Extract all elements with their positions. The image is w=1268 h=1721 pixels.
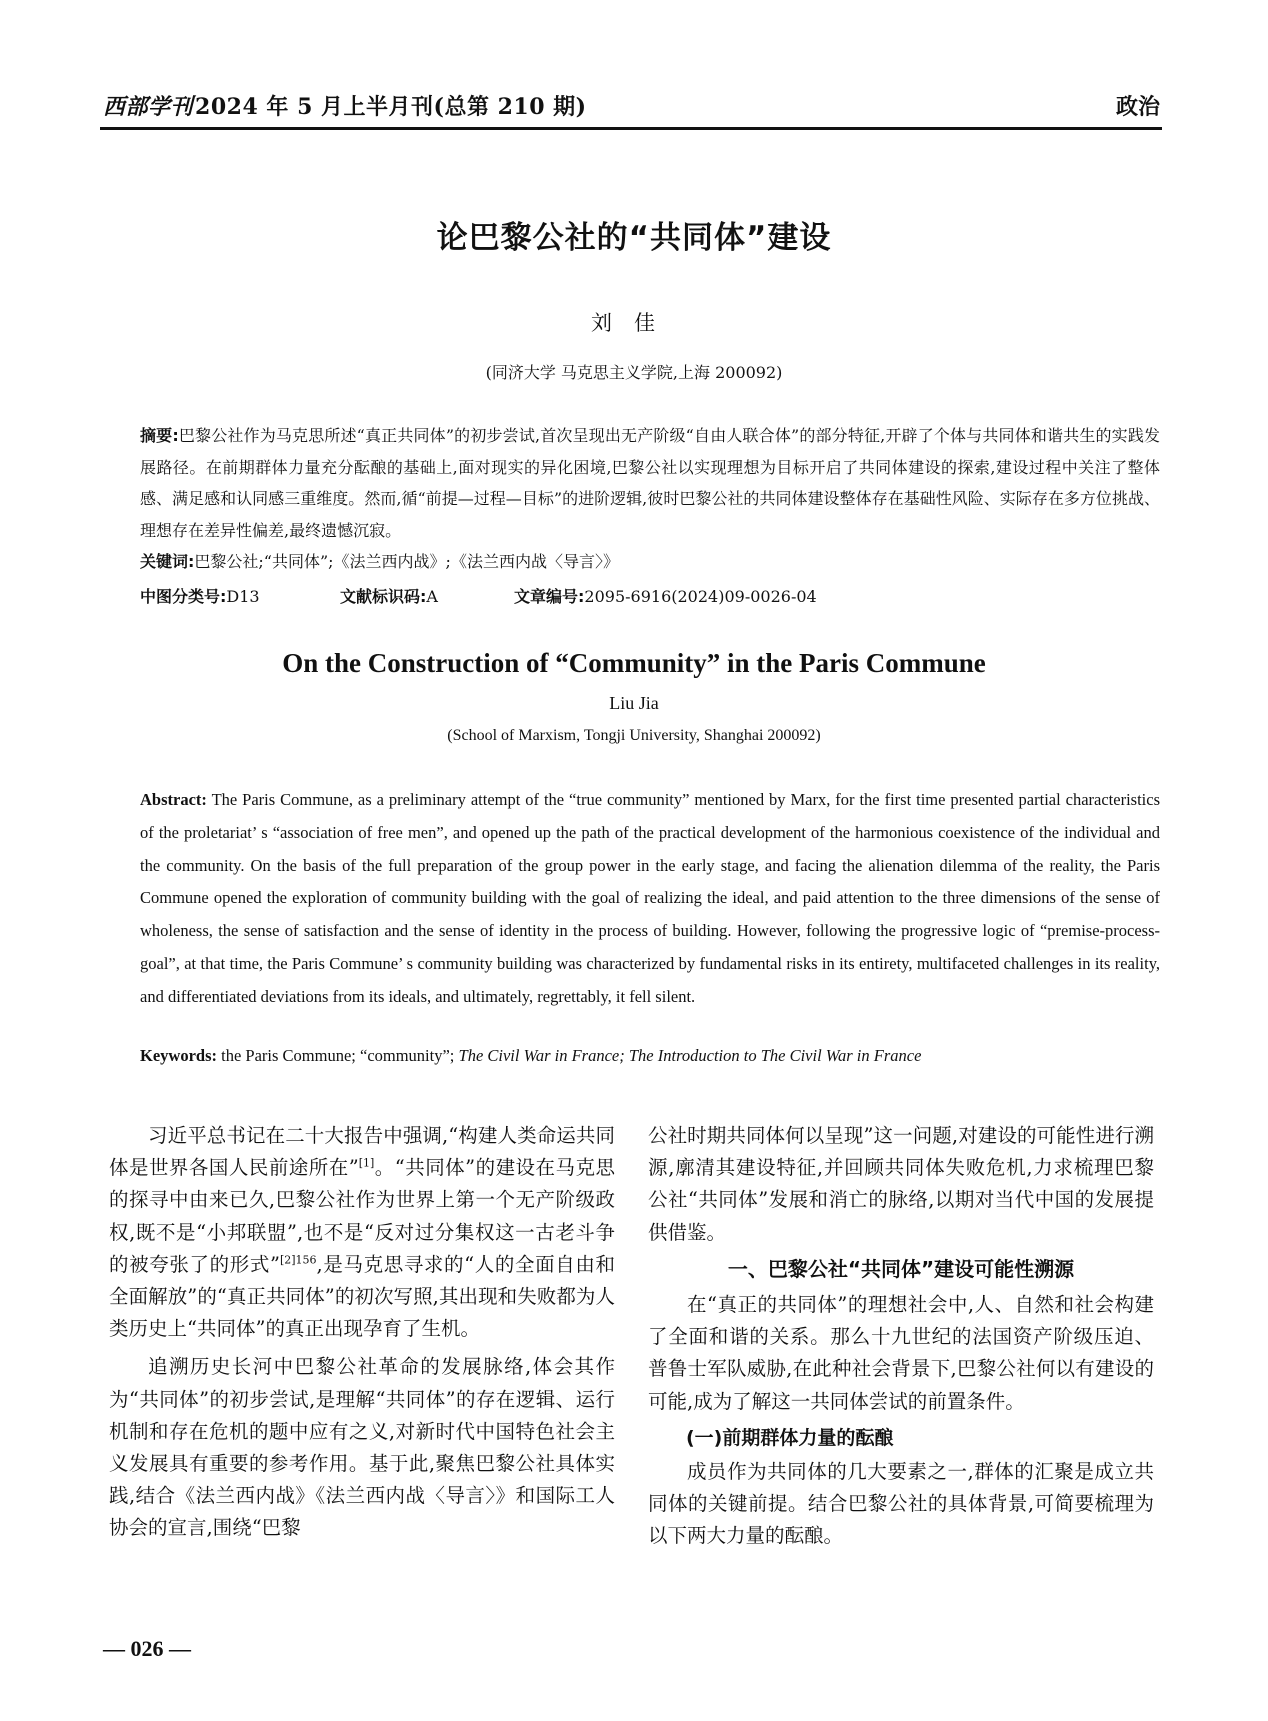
affiliation-cn: (同济大学 马克思主义学院,上海 200092) — [485, 363, 783, 382]
body-column-left — [109, 1120, 615, 1545]
section-heading: 一、巴黎公社“共同体”建设可能性溯源 — [727, 1256, 1075, 1281]
doc-code-label: 文献标识码: — [340, 587, 427, 606]
abstract-en-label: Abstract: — [140, 790, 207, 809]
article-no-label: 文章编号: — [514, 587, 585, 606]
author-name-en: Liu Jia — [609, 693, 659, 713]
clc-label: 中图分类号: — [140, 587, 227, 606]
document-code — [340, 584, 438, 607]
citation-ref: [1] — [358, 1156, 375, 1170]
header-rule — [100, 127, 1162, 130]
citation-ref: [2]156 — [279, 1253, 317, 1267]
clc-value: D13 — [226, 587, 260, 606]
body-text: 习近平总书记在二十大报告中强调,“构建人类命运共同体是世界各国人民前途所在” — [109, 1124, 615, 1180]
clc-number — [140, 584, 260, 607]
running-header-section: 政治 — [1115, 95, 1160, 120]
body-text: 。“共同体”的建设在马克思的探寻中由来已久,巴黎公社作为世界上第一个无产阶级政权,既不是“小邦联盟”,也不是“反对过分集权这一古老斗争的被夸张了的形式” — [109, 1156, 615, 1276]
body-paragraph: 成员作为共同体的几大要素之一,群体的汇聚是成立共同体的关键前提。结合巴黎公社的具体背景,可简要梳理为以下两大力量的酝酿。 — [648, 1460, 1154, 1548]
abstract-en — [140, 784, 1160, 1014]
keywords-cn-text: 巴黎公社;“共同体”;《法兰西内战》;《法兰西内战〈导言〉》 — [194, 552, 619, 571]
journal-logo: 西部学刊 — [103, 94, 194, 120]
author-name-cn: 刘佳 — [591, 311, 677, 335]
body-paragraph: 在“真正的共同体”的理想社会中,人、自然和社会构建了全面和谐的关系。那么十九世纪的法国资产阶级压迫、普鲁士军队威胁,在此种社会背景下,巴黎公社何以有建设的可能,成为了解这一共同体尝试的前置条件。 — [648, 1293, 1154, 1413]
abstract-cn-label: 摘要: — [140, 426, 179, 445]
affiliation-en: (School of Marxism, Tongji University, Shanghai 200092) — [447, 727, 821, 744]
journal-issue: 2024 年 5 月上半月刊(总第 210 期) — [195, 94, 587, 120]
running-header-journal — [103, 90, 587, 121]
keywords-en-italic-2: The Introduction to The Civil War in France — [628, 1046, 922, 1065]
article-title-cn: 论巴黎公社的“共同体”建设 — [436, 220, 832, 256]
keywords-en-italic-1: The Civil War in France; — [458, 1046, 625, 1065]
body-column-right — [648, 1120, 1154, 1553]
body-paragraph — [109, 1120, 615, 1345]
abstract-en-text: The Paris Commune, as a preliminary attempt of the “true community” mentioned by Marx, for the first time presented partial characteristics of the proletariat’ s “association of free men”, and opened up the path of the practical development of the harmonious coexistence of the individual and the community. On the basis of the full preparation of the group power in the early stage, and facing the alienation dilemma of the reality, the Paris Commune opened the exploration of community building with the goal of realizing the ideal, and paid attention to the three dimensions of the sense of wholeness, the sense of satisfaction and the sense of identity in the process of building. However, following the progressive logic of “premise-process-goal”, at that time, the Paris Commune’ s community building was characterized by fundamental risks in its entirety, multifaceted challenges in its reality, and differentiated deviations from its ideals, and ultimately, regrettably, it fell silent. — [140, 790, 1161, 1006]
body-paragraph: 公社时期共同体何以呈现”这一问题,对建设的可能性进行溯源,廓清其建设特征,并回顾共同体失败危机,力求梳理巴黎公社“共同体”发展和消亡的脉络,以期对当代中国的发展提供借鉴。 — [648, 1124, 1154, 1244]
abstract-cn — [140, 420, 1160, 546]
subsection-heading: (一)前期群体力量的酝酿 — [686, 1426, 894, 1449]
doc-code-value: A — [426, 587, 438, 606]
article-title-en: On the Construction of “Community” in the Paris Commune — [282, 648, 986, 678]
page-number: — 026 — — [103, 1636, 191, 1661]
article-no-value: 2095-6916(2024)09-0026-04 — [584, 587, 817, 606]
keywords-en — [140, 1046, 921, 1066]
body-text: ,是马克思寻求的“人的全面自由和全面解放”的“真正共同体”的初次写照,其出现和失败都为人类历史上“共同体”的真正出现孕育了生机。 — [109, 1252, 615, 1341]
keywords-en-plain: the Paris Commune; “community”; — [221, 1046, 455, 1065]
keywords-cn — [140, 549, 619, 572]
keywords-en-label: Keywords: — [140, 1046, 217, 1065]
keywords-cn-label: 关键词: — [140, 552, 195, 571]
article-number — [514, 584, 817, 607]
body-paragraph: 追溯历史长河中巴黎公社革命的发展脉络,体会其作为“共同体”的初步尝试,是理解“共同体”的存在逻辑、运行机制和存在危机的题中应有之义,对新时代中国特色社会主义发展具有重要的参考作用。基于此,聚焦巴黎公社具体实践,结合《法兰西内战》《法兰西内战〈导言〉》和国际工人协会的宣言,围绕“巴黎 — [109, 1355, 615, 1540]
abstract-cn-text: 巴黎公社作为马克思所述“真正共同体”的初步尝试,首次呈现出无产阶级“自由人联合体”的部分特征,开辟了个体与共同体和谐共生的实践发展路径。在前期群体力量充分酝酿的基础上,面对现实的异化困境,巴黎公社以实现理想为目标开启了共同体建设的探索,建设过程中关注了整体感、满足感和认同感三重维度。然而,循“前提—过程—目标”的进阶逻辑,彼时巴黎公社的共同体建设整体存在基础性风险、实际存在多方位挑战、理想存在差异性偏差,最终遗憾沉寂。 — [140, 426, 1160, 540]
